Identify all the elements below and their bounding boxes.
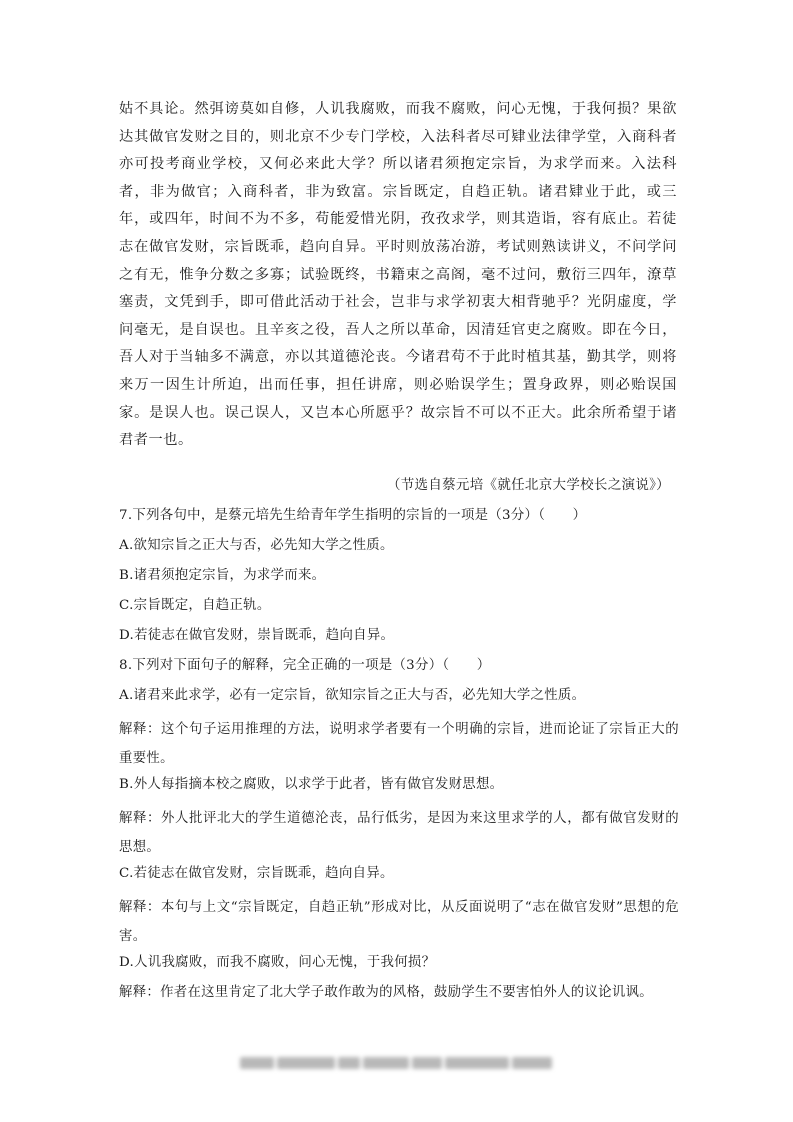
question-8-option-d-explanation: 解释：作者在这里肯定了北大学子敢作敢为的风格，鼓励学生不要害怕外人的议论讥讽。 [119, 985, 653, 1000]
question-8-option-b: B.外人每指摘本校之腐败，以求学于此者，皆有做官发财思想。 [119, 777, 504, 792]
passage [119, 96, 677, 455]
question-8-option-d: D.人讥我腐败，而我不腐败，问心无愧，于我何损？ [119, 955, 436, 970]
question-7-option-a: A.欲知宗旨之正大与否，必先知大学之性质。 [119, 538, 394, 553]
footer-blur-block [412, 1057, 442, 1069]
footer-blur-block [363, 1057, 409, 1069]
question-7-option-b: B.诸君须抱定宗旨，为求学而来。 [119, 568, 326, 583]
question-7-option-c: C.宗旨既定，自趋正轨。 [119, 598, 271, 613]
question-8-option-b-explanation: 解释：外人批评北大的学生道德沦丧，品行低劣，是因为来这里求学的人，都有做官发财的思想。 [119, 811, 679, 855]
questions [119, 505, 679, 1012]
question-8-stem: 8.下列对下面句子的解释，完全正确的一项是（3分）（ ） [119, 658, 491, 673]
question-8-option-a: A.诸君来此求学，必有一定宗旨，欲知宗旨之正大与否，必先知大学之性质。 [119, 688, 586, 703]
question-8-option-a-explanation: 解释：这个句子运用推理的方法，说明求学者要有一个明确的宗旨，进而论证了宗旨正大的重要性。 [119, 722, 679, 766]
question-8-option-c-explanation: 解释：本句与上文“宗旨既定，自趋正轨”形成对比，从反面说明了“志在做官发财”思想的危害。 [119, 900, 679, 944]
passage-text: 姑不具论。然弭谤莫如自修，人讥我腐败，而我不腐败，问心无愧，于我何损？果欲达其做官发财之目的，则北京不少专门学校，入法科者尽可肄业法律学堂，入商科者亦可投考商业学校，又何必来此大学？所以诸君须抱定宗旨，为求学而来。入法科者，非为做官；入商科者，非为致富。宗旨既定，自趋正轨。诸君肄业于此，或三年，或四年，时间不为不多，苟能爱惜光阴，孜孜求学，则其造诣，容有底止。若徒志在做官发财，宗旨既乖，趋向自异。平时则放荡冶游，考试则熟读讲义，不问学问之有无，惟争分数之多寡；试验既终，书籍束之高阁，毫不过问，敷衍三四年，潦草塞责，文凭到手，即可借此活动于社会，岂非与求学初衷大相背驰乎？光阴虚度，学问毫无，是自误也。且辛亥之役，吾人之所以革命，因清廷官吏之腐败。即在今日，吾人对于当轴多不满意，亦以其道德沦丧。今诸君苟不于此时植其基，勤其学，则将来万一因生计所迫，出而任事，担任讲席，则必贻误学生；置身政界，则必贻误国家。是误人也。误己误人，又岂本心所愿乎？故宗旨不可以不正大。此余所希望于诸君者一也。 [119, 101, 677, 449]
passage-source: （节选自蔡元培《就任北京大学校长之演说》） [386, 477, 670, 493]
footer-blur-block [338, 1057, 360, 1069]
footer-blur-block [512, 1057, 552, 1069]
footer-blur-block [240, 1057, 274, 1069]
question-7-option-d: D.若徒志在做官发财，崇旨既乖，趋向自异。 [119, 628, 395, 643]
footer-blur-block [445, 1057, 509, 1069]
footer-blur-block [277, 1057, 335, 1069]
question-8-option-c: C.若徒志在做官发财，宗旨既乖，趋向自异。 [119, 866, 394, 881]
blurred-footer [240, 1054, 556, 1072]
question-7-stem: 7.下列各句中，是蔡元培先生给青年学生指明的宗旨的一项是（3分）（ ） [119, 508, 587, 523]
